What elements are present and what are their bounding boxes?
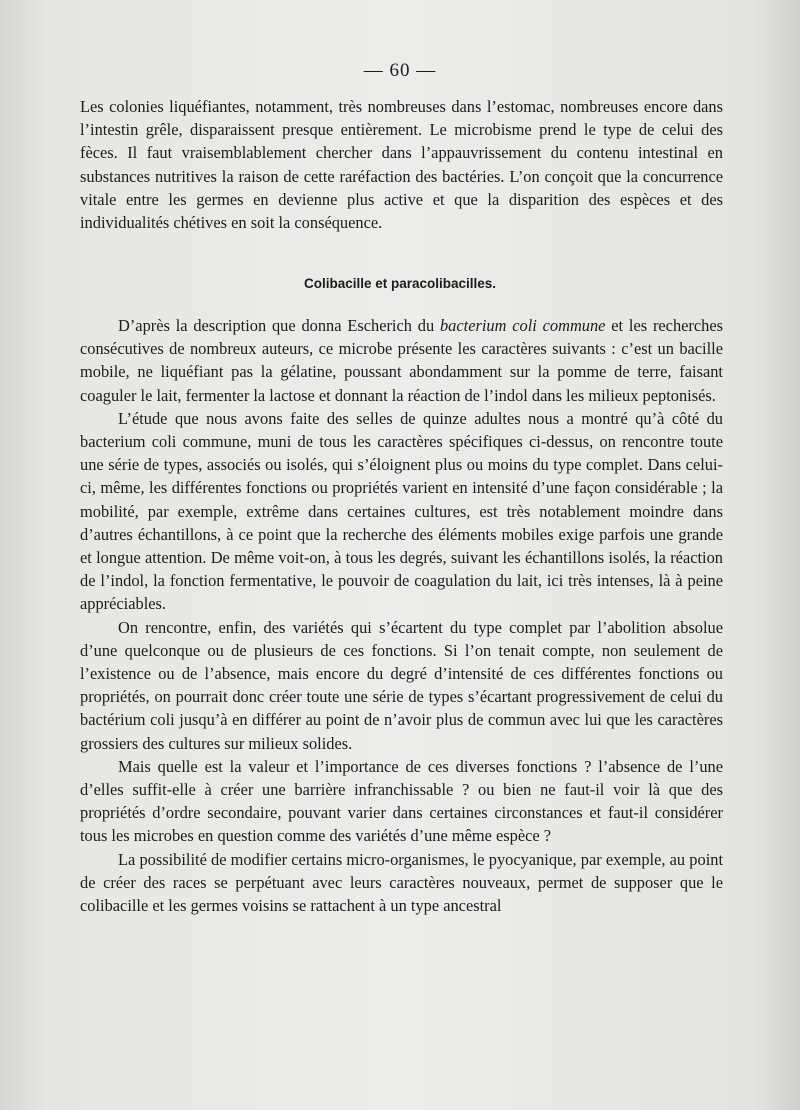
main-text-block [80, 314, 723, 917]
paragraph-questions: Mais quelle est la valeur et l’importance de ces diverses fonctions ? l’absence de l’une d’elles suffit-elle à créer une barrière infranchissable ? ou bien ne faut-il voir là que des propriétés d’ordre secondaire, pouvant varier dans certaines circonstances et faut-il considérer tous les microbes en question comme des variétés d’une même espèce ? [80, 756, 723, 846]
intro-text-block [80, 95, 723, 234]
paragraph-escherich [80, 314, 723, 407]
species-name-italic: bacterium coli commune [439, 316, 606, 335]
intro-paragraph: Les colonies liquéfiantes, notamment, très nombreuses dans l’estomac, nombreuses encore dans l’intestin grêle, disparaissent presque entièrement. Le microbisme prend le type de celui des fèces. Il faut vraisemblablement chercher dans l’appauvrissement du contenu intestinal en substances nutritives la raison de cette raréfaction des bactéries. L’on conçoit que la concurrence vitale entre les germes en devienne plus active et que la disparition des espèces et des individualités chétives en soit la conséquence. [80, 97, 723, 233]
page-number: — 60 — [363, 60, 437, 81]
section-heading: Colibacille et paracolibacilles. [303, 276, 497, 291]
paragraph-varieties: On rencontre, enfin, des variétés qui s’écartent du type complet par l’abolition absolue d’une quelconque ou de plusieurs de ces fonctions. Si l’on tenait compte, non seulement de l’existence ou de l’absence, mais encore du degré d’intensité de ces différentes fonctions ou propriétés, on pourrait donc créer toute une série de types s’écartant progressivement de celui du bactérium coli jusqu’à en différer au point de n’avoir plus de commun avec lui que les caractères grossiers des cultures sur milieux solides. [80, 617, 723, 753]
paragraph-1-rest: et les recherches consécutives de nombreux auteurs, ce microbe présente les caractères suivants : c’est un bacille mobile, ne liquéfiant pas la gélatine, poussant abondamment sur la pomme de terre, faisant coaguler le lait, fermenter la lactose et donnant la réaction de l’indol dans les milieux peptonisés. [80, 316, 724, 405]
paragraph-study: L’étude que nous avons faite des selles de quinze adultes nous a montré qu’à côté du bacterium coli commune, muni de tous les caractères spécifiques ci-dessus, on rencontre toute une série de types, associés ou isolés, qui s’éloignent plus ou moins du type complet. Dans celui-ci, même, les différentes fonctions ou propriétés varient en intensité d’une façon considérable ; la mobilité, par exemple, extrême dans certaines cultures, est très notablement moindre dans d’autres échantillons, à ce point que la recherche des éléments mobiles exige parfois une grande et longue attention. De même voit-on, à tous les degrés, suivant les échantillons isolés, la réaction de l’indol, la fonction fermentative, le pouvoir de coagulation du lait, ici très intenses, là à peine appréciables. [80, 408, 723, 614]
paragraph-pyocyanique: La possibilité de modifier certains micro-organismes, le pyocyanique, par exemple, au point de créer des races se perpétuant avec leurs caractères nouveaux, permet de supposer que le colibacille et les germes voisins se rattachent à un type ancestral [80, 849, 723, 916]
paragraph-1-lead: D’après la description que donna Escherich du [118, 316, 440, 335]
